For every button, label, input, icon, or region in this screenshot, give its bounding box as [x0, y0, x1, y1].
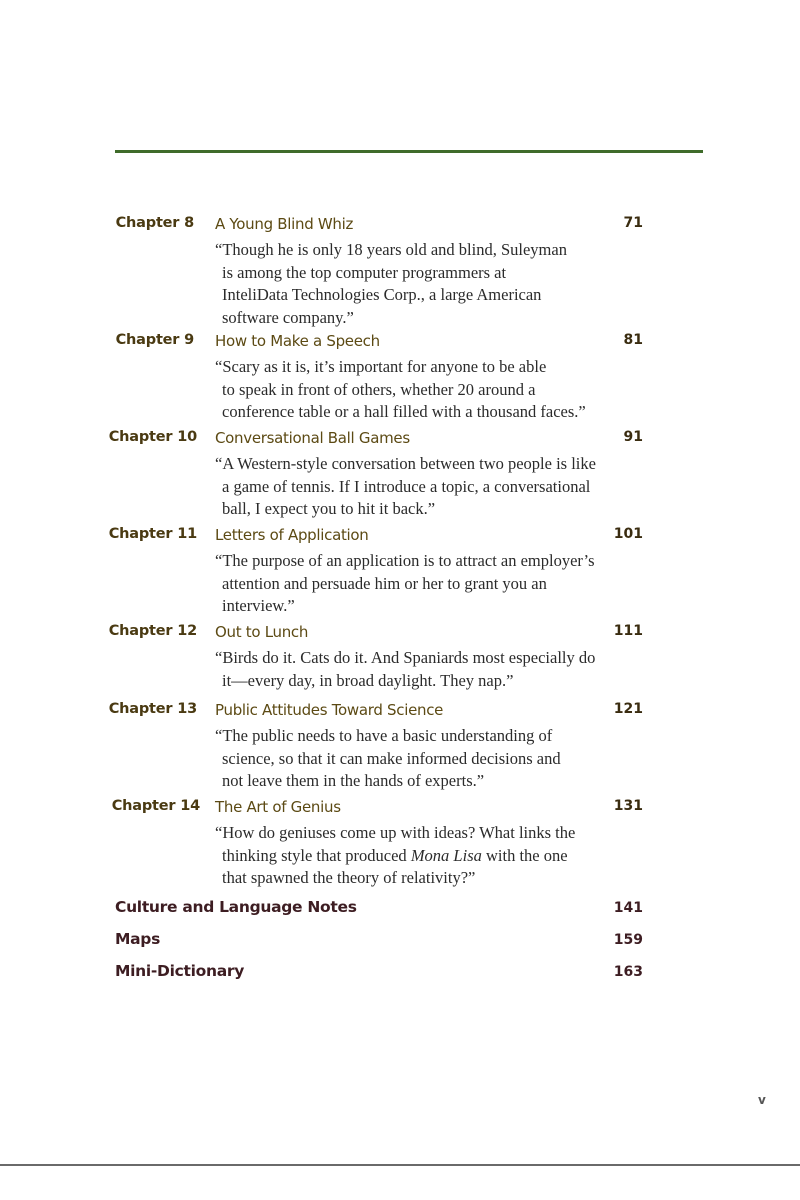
quote-line: “The purpose of an application is to attract an employer’s	[215, 551, 595, 570]
chapter-label: Chapter 8	[115, 215, 194, 231]
quote-text: with the one	[481, 845, 568, 865]
chapter-label: Chapter 14	[111, 798, 200, 814]
page-number: 163	[613, 964, 643, 980]
quote-line: not leave them in the hands of experts.”	[222, 771, 485, 790]
chapter-quote	[215, 356, 615, 424]
quote-line: that spawned the theory of relativity?”	[222, 868, 476, 887]
page-number: 121	[613, 701, 643, 717]
quote-line: a game of tennis. If I introduce a topic, a conversational	[222, 476, 591, 496]
chapter-quote	[215, 453, 615, 521]
quote-line: “Though he is only 18 years old and blind, Suleyman	[215, 240, 567, 259]
page-number: 81	[623, 332, 643, 348]
chapter-label: Chapter 9	[115, 332, 194, 348]
chapter-quote	[215, 239, 615, 329]
quote-line: “Birds do it. Cats do it. And Spaniards most especially do	[215, 648, 596, 667]
chapter-quote	[215, 550, 615, 618]
chapter-title[interactable]: A Young Blind Whiz	[215, 215, 354, 233]
quote-line: attention and persuade him or her to grant you an	[222, 573, 547, 593]
folio-page-number: v	[758, 1093, 766, 1107]
quote-line: ball, I expect you to hit it back.”	[222, 499, 436, 518]
chapter-quote	[215, 822, 615, 890]
quote-line: science, so that it can make informed decisions and	[222, 748, 561, 768]
chapter-label: Chapter 12	[108, 623, 197, 639]
quote-italic-title: Mona Lisa	[410, 845, 482, 865]
chapter-title[interactable]: Letters of Application	[215, 526, 369, 544]
quote-line: interview.”	[222, 596, 295, 615]
chapter-title[interactable]: Conversational Ball Games	[215, 429, 410, 447]
page-number: 91	[623, 429, 643, 445]
back-matter-culture-notes[interactable]: Culture and Language Notes	[115, 898, 357, 916]
chapter-title[interactable]: The Art of Genius	[215, 798, 341, 816]
chapter-title[interactable]: Out to Lunch	[215, 623, 309, 641]
quote-line: “The public needs to have a basic understanding of	[215, 726, 553, 745]
quote-line: it—every day, in broad daylight. They nap.”	[222, 670, 514, 690]
chapter-quote	[215, 725, 615, 793]
back-matter-maps[interactable]: Maps	[115, 930, 161, 948]
footer-rule	[0, 1164, 800, 1166]
quote-text: thinking style that produced	[222, 845, 411, 865]
page-number: 159	[613, 932, 643, 948]
quote-line: is among the top computer programmers at	[222, 262, 507, 282]
chapter-title[interactable]: Public Attitudes Toward Science	[215, 701, 444, 719]
back-matter-mini-dictionary[interactable]: Mini-Dictionary	[115, 962, 244, 980]
chapter-label: Chapter 13	[108, 701, 197, 717]
quote-line: “A Western-style conversation between two people is like	[215, 454, 596, 473]
page-number: 131	[613, 798, 643, 814]
header-rule	[115, 150, 703, 153]
page-number: 141	[613, 900, 643, 916]
quote-line	[215, 845, 615, 868]
quote-line: to speak in front of others, whether 20 around a	[222, 379, 536, 399]
chapter-label: Chapter 11	[108, 526, 197, 542]
chapter-title[interactable]: How to Make a Speech	[215, 332, 380, 350]
quote-line: “How do geniuses come up with ideas? What links the	[215, 823, 576, 842]
quote-line: software company.”	[222, 307, 354, 327]
page-number: 111	[613, 623, 643, 639]
chapter-label: Chapter 10	[108, 429, 197, 445]
page-number: 71	[623, 215, 643, 231]
quote-line: “Scary as it is, it’s important for anyone to be able	[215, 357, 547, 376]
quote-line: InteliData Technologies Corp., a large American	[222, 285, 542, 304]
page-number: 101	[613, 526, 643, 542]
chapter-quote	[215, 647, 615, 692]
quote-line: conference table or a hall filled with a thousand faces.”	[222, 402, 586, 421]
